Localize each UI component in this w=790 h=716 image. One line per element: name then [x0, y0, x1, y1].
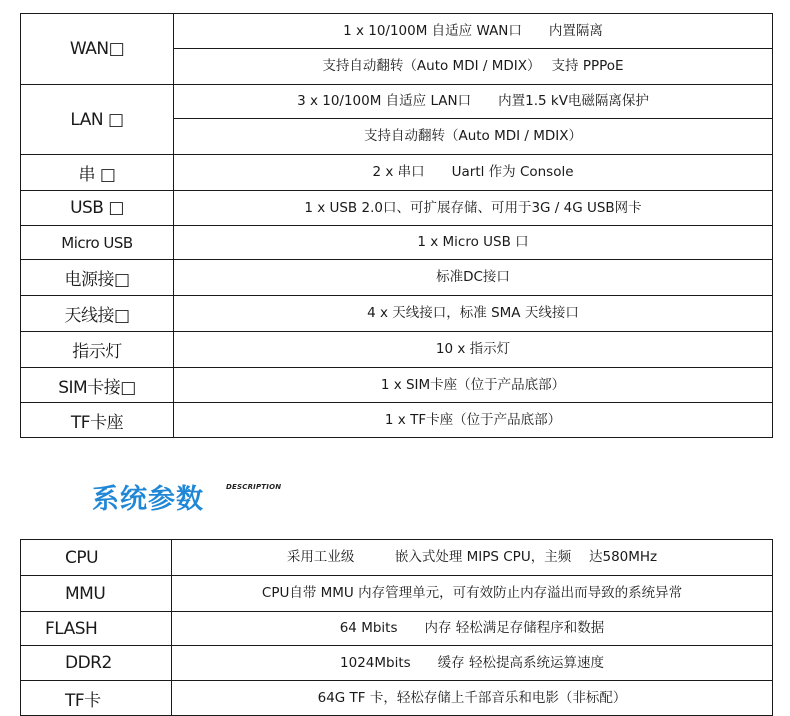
serial-label: 串 □ [21, 155, 174, 191]
antenna-label: 天线接□ [21, 296, 174, 332]
sim-value: 1 x SIM卡座（位于产品底部） [174, 368, 773, 403]
micro-usb-value: 1 x Micro USB 口 [174, 226, 773, 260]
interface-table [20, 13, 773, 438]
tf-slot-label: TF卡座 [21, 403, 174, 438]
micro-usb-label: Micro USB [21, 226, 174, 260]
power-value: 标准DC接口 [174, 260, 773, 296]
spec-table [20, 539, 773, 716]
wan-value-2: 支持自动翻转（Auto MDI / MDIX） 支持 PPPoE [174, 49, 773, 85]
usb-value: 1 x USB 2.0口、可扩展存储、可用于3G / 4G USB网卡 [174, 191, 773, 226]
section-title: 系统参数 [92, 484, 204, 515]
antenna-value: 4 x 天线接口，标准 SMA 天线接口 [174, 296, 773, 332]
flash-value: 64 Mbits 内存 轻松满足存储程序和数据 [172, 612, 773, 646]
serial-value: 2 x 串口 Uartl 作为 Console [174, 155, 773, 191]
indicator-label: 指示灯 [21, 332, 174, 368]
power-label: 电源接□ [21, 260, 174, 296]
flash-label: FLASH [21, 612, 172, 646]
wan-value-1: 1 x 10/100M 自适应 WAN口 内置隔离 [174, 14, 773, 49]
cpu-value: 采用工业级 嵌入式处理 MIPS CPU，主频 达580MHz [172, 540, 773, 576]
indicator-value: 10 x 指示灯 [174, 332, 773, 368]
section-subtitle: DESCRIPTION [226, 483, 282, 491]
lan-value-2: 支持自动翻转（Auto MDI / MDIX） [174, 119, 773, 155]
sim-label: SIM卡接□ [21, 368, 174, 403]
cpu-label: CPU [21, 540, 172, 576]
mmu-label: MMU [21, 576, 172, 612]
usb-label: USB □ [21, 191, 174, 226]
ddr2-label: DDR2 [21, 646, 172, 681]
lan-value-1: 3 x 10/100M 自适应 LAN口 内置1.5 kV电磁隔离保护 [174, 85, 773, 119]
ddr2-value: 1024Mbits 缓存 轻松提高系统运算速度 [172, 646, 773, 681]
tf-slot-value: 1 x TF卡座（位于产品底部） [174, 403, 773, 438]
tf-card-label: TF卡 [21, 681, 172, 716]
lan-label: LAN □ [21, 85, 174, 155]
wan-label: WAN□ [21, 14, 174, 85]
tf-card-value: 64G TF 卡，轻松存储上千部音乐和电影（非标配） [172, 681, 773, 716]
mmu-value: CPU自带 MMU 内存管理单元，可有效防止内存溢出而导致的系统异常 [172, 576, 773, 612]
